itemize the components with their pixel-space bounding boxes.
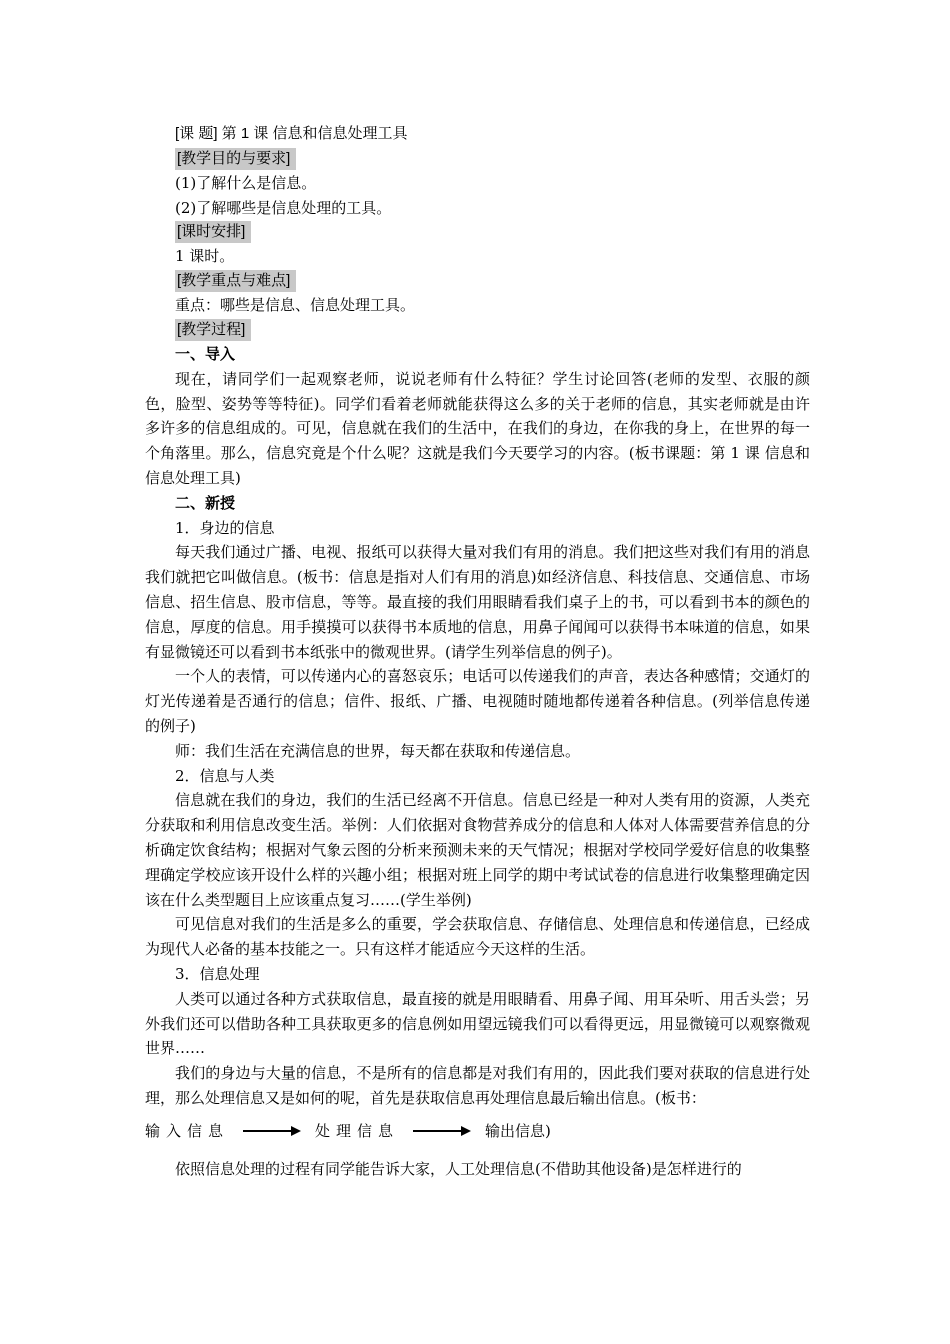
paragraph-4: 信息就在我们的身边，我们的生活已经离不开信息。信息已经是一种对人类有用的资源，人类充分获取和利用信息改变生活。举例：人们依据对食物营养成分的信息和人体对人体需要营养信息的分析确定饮食结构；根据对气象云图的分析来预测未来的天气情况；根据对学校同学爱好信息的收集整理确定学校应该开设什么样的兴趣小组；根据对班上同学的期中考试试卷的信息进行收集整理确定因该在什么类型题目上应该重点复习……(学生举例) bbox=[145, 791, 810, 909]
flow-input: 输入信息 bbox=[145, 1121, 230, 1140]
goal-1: (1)了解什么是信息。 bbox=[175, 173, 317, 192]
schedule-text: 1 课时。 bbox=[175, 247, 235, 266]
process-heading: [教学过程] bbox=[175, 319, 251, 341]
arrow-right-icon bbox=[413, 1125, 471, 1137]
paragraph-7: 我们的身边与大量的信息，不是所有的信息都是对我们有用的，因此我们要对获取的信息进行处理，那么处理信息又是如何的呢，首先是获取信息再处理信息最后输出信息。(板书： bbox=[145, 1064, 810, 1107]
focus-text: 重点：哪些是信息、信息处理工具。 bbox=[175, 296, 416, 315]
goal-2: (2)了解哪些是信息处理的工具。 bbox=[175, 198, 392, 217]
paragraph-5: 可见信息对我们的生活是多么的重要，学会获取信息、存储信息、处理信息和传递信息，已经成为现代人必备的基本技能之一。只有这样才能适应今天这样的生活。 bbox=[145, 915, 810, 959]
paragraph-8: 依照信息处理的过程有同学能告诉大家，人工处理信息(不借助其他设备)是怎样进行的 bbox=[175, 1159, 742, 1178]
arrow-right-icon bbox=[243, 1125, 301, 1137]
subsection-2-heading: 2．信息与人类 bbox=[175, 766, 275, 785]
goals-heading: [教学目的与要求] bbox=[175, 148, 296, 170]
flow-process: 处理信息 bbox=[315, 1121, 400, 1140]
new-lesson-heading: 二、新授 bbox=[175, 493, 236, 512]
schedule-heading: [课时安排] bbox=[175, 221, 251, 243]
subsection-3-heading: 3．信息处理 bbox=[175, 964, 260, 983]
paragraph-2: 一个人的表情，可以传递内心的喜怒哀乐；电话可以传递我们的声音，表达各种感情；交通灯的灯光传递着是否通行的信息；信件、报纸、广播、电视随时随地都传递着各种信息。(列举信息传递的例子) bbox=[145, 667, 810, 735]
lesson-plan bbox=[145, 122, 810, 1181]
intro-paragraph: 现在，请同学们一起观察老师，说说老师有什么特征？学生讨论回答(老师的发型、衣服的颜色，脸型、姿势等等特征)。同学们看着老师就能获得这么多的关于老师的信息，其实老师就是由许多许多的信息组成的。可见，信息就在我们的生活中，在我们的身边，在你我的身上，在世界的每一个角落里。那么，信息究竟是个什么呢？这就是我们今天要学习的内容。(板书课题：第 1 课 信息和信息处理工具) bbox=[145, 369, 810, 487]
paragraph-3: 师：我们生活在充满信息的世界，每天都在获取和传递信息。 bbox=[175, 741, 581, 760]
flow-output: 输出信息) bbox=[485, 1121, 551, 1140]
lesson-title: [课 题] 第 1 课 信息和信息处理工具 bbox=[175, 125, 408, 142]
process-flow-diagram bbox=[145, 1119, 810, 1143]
intro-heading: 一、导入 bbox=[175, 344, 236, 363]
subsection-1-heading: 1．身边的信息 bbox=[175, 518, 275, 537]
focus-heading: [教学重点与难点] bbox=[175, 270, 296, 292]
paragraph-1: 每天我们通过广播、电视、报纸可以获得大量对我们有用的消息。我们把这些对我们有用的消息我们就把它叫做信息。(板书：信息是指对人们有用的消息)如经济信息、科技信息、交通信息、市场信息、招生信息、股市信息，等等。最直接的我们用眼睛看我们桌子上的书，可以看到书本的颜色的信息，厚度的信息。用手摸摸可以获得书本质地的信息，用鼻子闻闻可以获得书本味道的信息，如果有显微镜还可以看到书本纸张中的微观世界。(请学生列举信息的例子)。 bbox=[145, 543, 810, 661]
paragraph-6: 人类可以通过各种方式获取信息，最直接的就是用眼睛看、用鼻子闻、用耳朵听、用舌头尝；另外我们还可以借助各种工具获取更多的信息例如用望远镜我们可以看得更远，用显微镜可以观察微观世界…… bbox=[145, 989, 810, 1058]
